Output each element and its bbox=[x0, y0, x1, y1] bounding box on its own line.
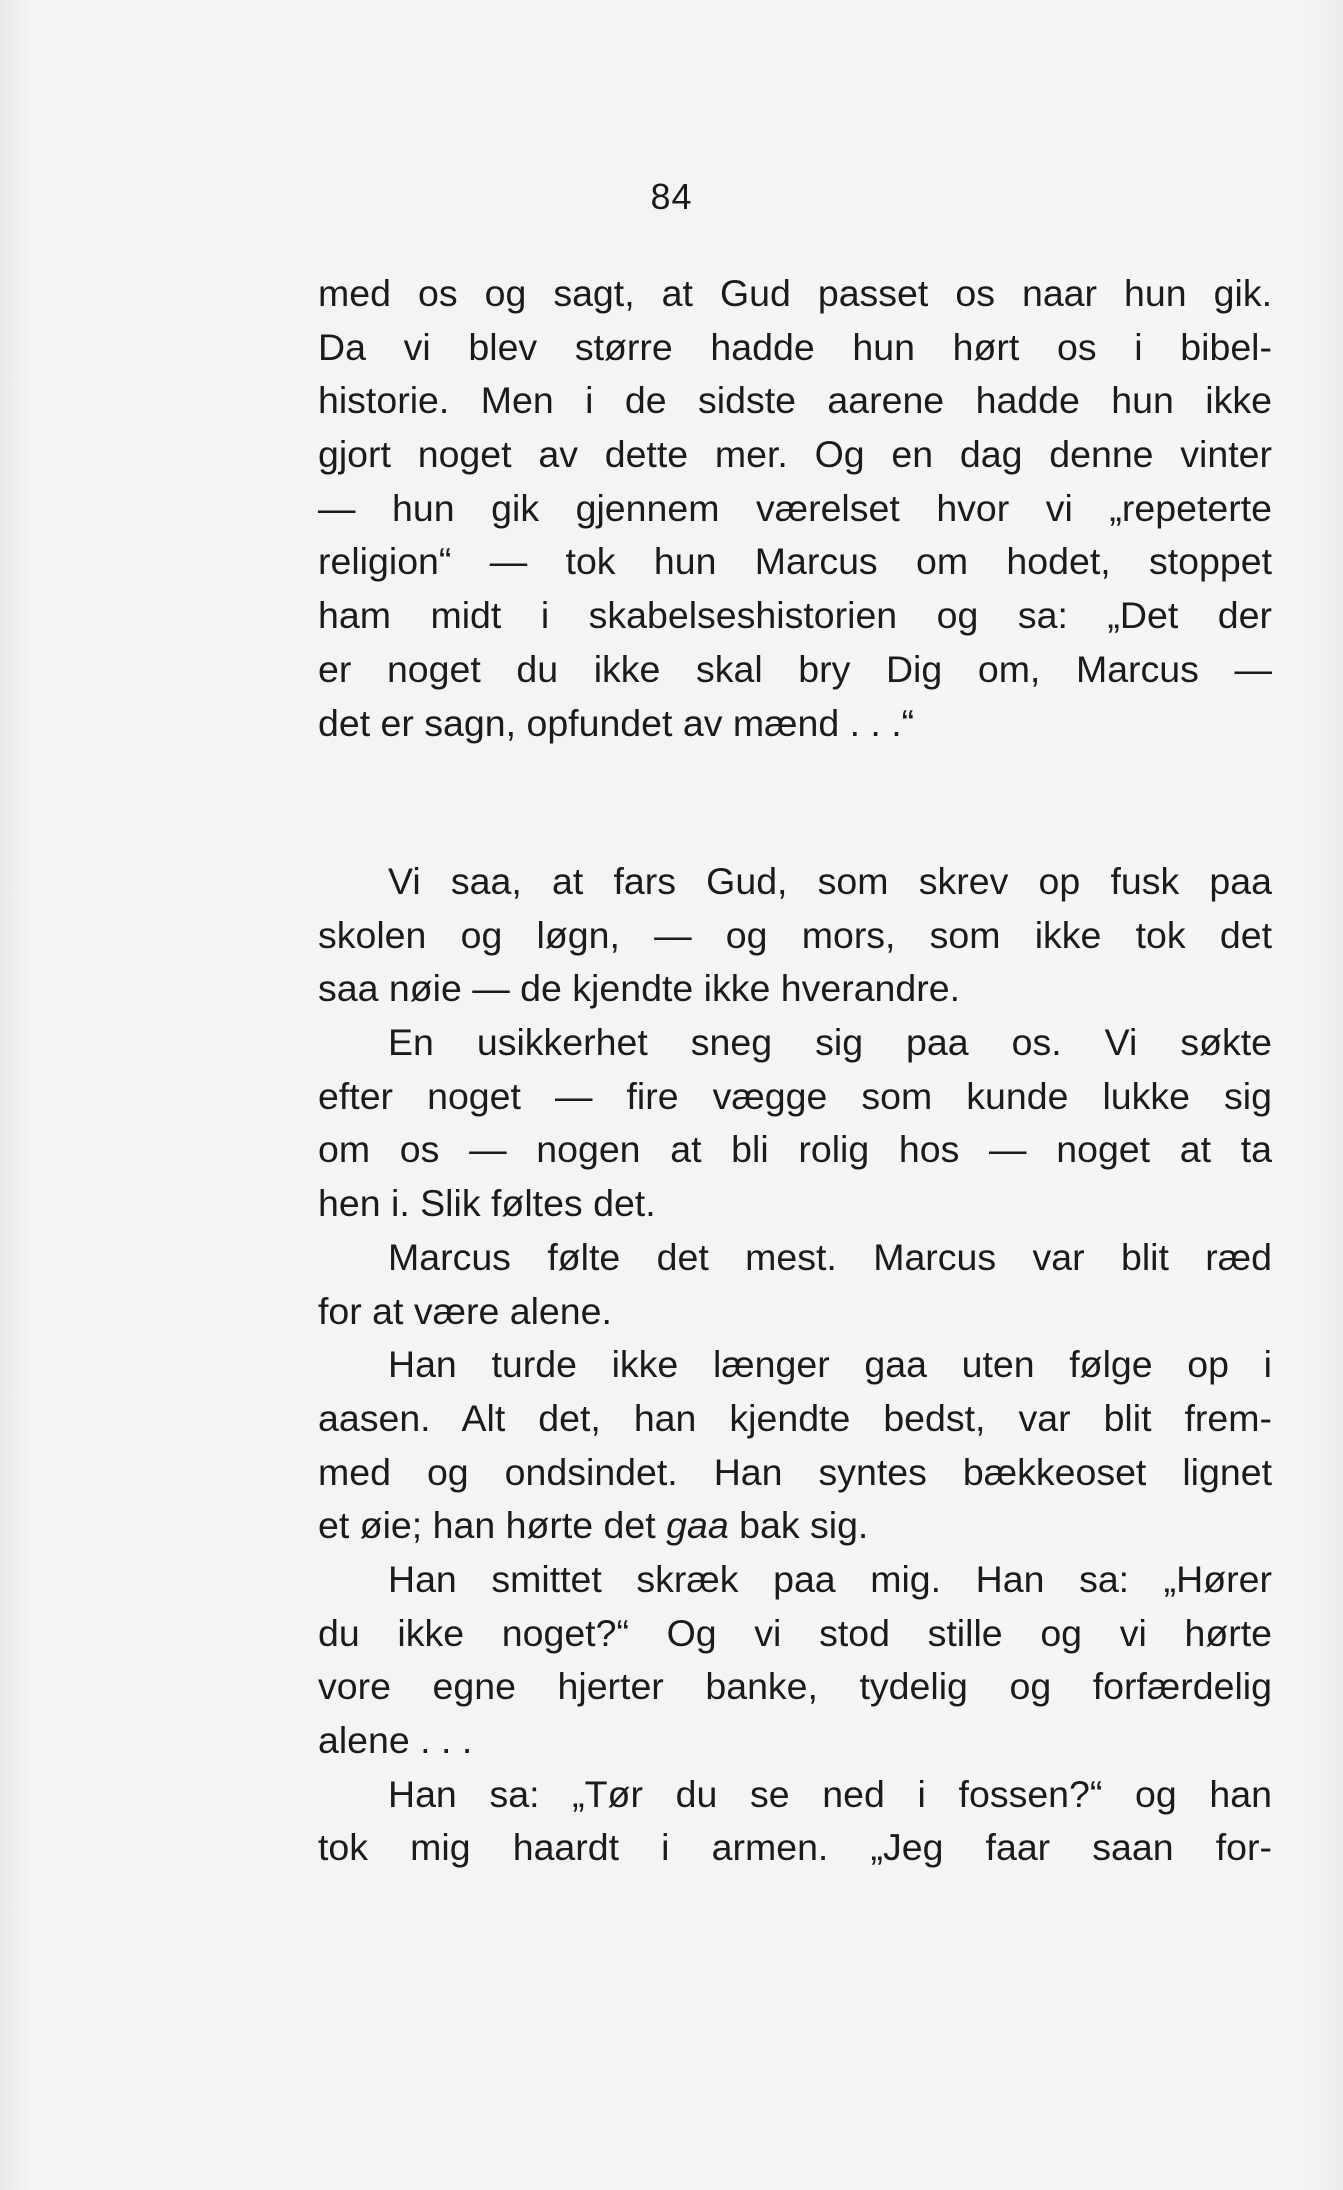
text-segment: bak sig. bbox=[739, 1504, 869, 1547]
text-line: saa nøie — de kjendte ikke hverandre. bbox=[318, 967, 961, 1010]
text-line: Han turde ikke længer gaa uten følge op i bbox=[388, 1343, 1272, 1386]
text-line: aasen. Alt det, han kjendte bedst, var blit frem- bbox=[318, 1396, 1272, 1439]
text-line: religion“ — tok hun Marcus om hodet, stoppet bbox=[318, 540, 1272, 583]
text-line: Da vi blev større hadde hun hørt os i bibel- bbox=[318, 325, 1272, 368]
text-line: gjort noget av dette mer. Og en dag denne vinter bbox=[318, 433, 1272, 476]
text-line: alene . . . bbox=[318, 1719, 473, 1761]
text-line: skolen og løgn, — og mors, som ikke tok det bbox=[318, 913, 1272, 956]
text-line: Han sa: „Tør du se ned i fossen?“ og han bbox=[388, 1772, 1272, 1815]
page-number: 84 bbox=[650, 176, 693, 217]
text-line: Vi saa, at fars Gud, som skrev op fusk paa bbox=[388, 860, 1272, 902]
text-line: det er sagn, opfundet av mænd . . .“ bbox=[318, 701, 915, 744]
text-line: historie. Men i de sidste aarene hadde hun ikke bbox=[318, 379, 1272, 422]
text-line: ham midt i skabelseshistorien og sa: „Det der bbox=[318, 594, 1272, 637]
text-line: hen i. Slik føltes det. bbox=[318, 1182, 656, 1225]
text-line: vore egne hjerter banke, tydelig og forfærdelig bbox=[318, 1665, 1272, 1708]
text-segment: et øie; han hørte det bbox=[318, 1504, 656, 1547]
text-line: tok mig haardt i armen. „Jeg faar saan for- bbox=[318, 1826, 1272, 1869]
paragraph-continued bbox=[318, 267, 1272, 750]
text-line: En usikkerhet sneg sig paa os. Vi søkte bbox=[388, 1021, 1272, 1064]
text-line: for at være alene. bbox=[318, 1289, 612, 1332]
text-line-with-emphasis bbox=[318, 1499, 1272, 1553]
emphasized-word: gaa bbox=[666, 1504, 729, 1547]
text-line: du ikke noget?“ Og vi stod stille og vi hørte bbox=[318, 1611, 1272, 1654]
text-line: Han smittet skræk paa mig. Han sa: „Hører bbox=[388, 1557, 1272, 1600]
text-line: — hun gik gjennem værelset hvor vi „repeterte bbox=[318, 486, 1272, 529]
text-line: Marcus følte det mest. Marcus var blit ræd bbox=[388, 1235, 1272, 1278]
paragraph-group bbox=[318, 855, 1272, 1875]
text-line: efter noget — fire vægge som kunde lukke sig bbox=[318, 1074, 1272, 1117]
text-line: er noget du ikke skal bry Dig om, Marcus — bbox=[318, 647, 1272, 690]
text-line: om os — nogen at bli rolig hos — noget at ta bbox=[318, 1128, 1272, 1171]
text-line: med os og sagt, at Gud passet os naar hun gik. bbox=[318, 272, 1272, 314]
text-line: med og ondsindet. Han syntes bækkeoset lignet bbox=[318, 1450, 1272, 1493]
